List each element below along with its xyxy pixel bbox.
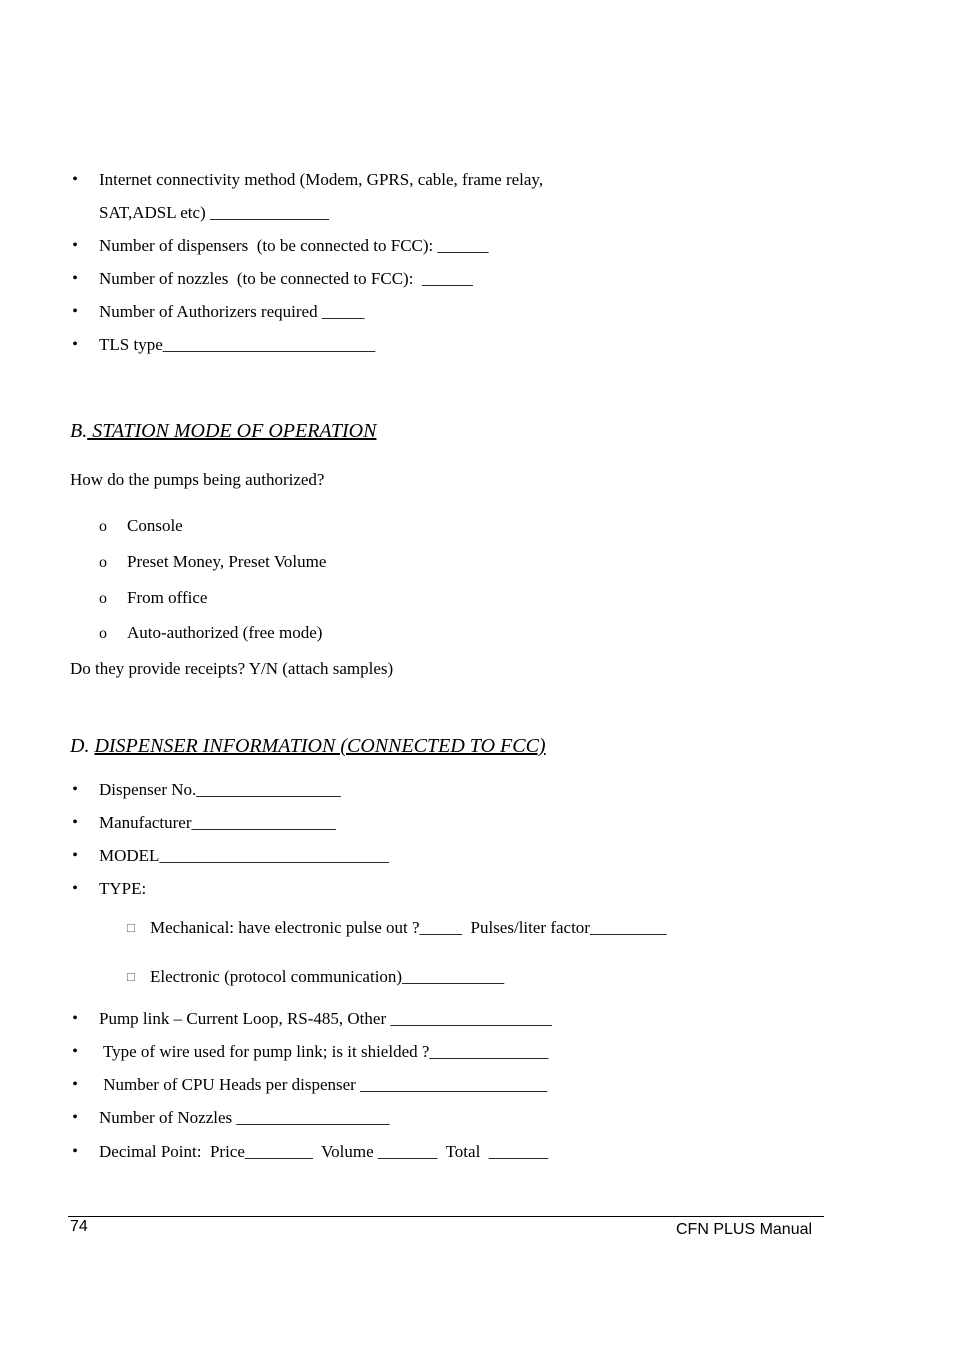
checkbox-icon: □ [127, 969, 135, 984]
option-from-office: From office [127, 588, 208, 607]
connectivity-method-item-cont: SAT,ADSL etc) ______________ [99, 203, 329, 222]
receipts-question: Do they provide receipts? Y/N (attach samples) [70, 659, 394, 678]
circle-bullet-icon: o [99, 518, 107, 535]
nozzles-count-item: Number of nozzles (to be connected to FCC): ______ [99, 269, 473, 288]
footer-divider [68, 1216, 824, 1217]
section-d-heading [70, 734, 546, 758]
bullet-icon: • [72, 1143, 78, 1160]
nozzles-item: Number of Nozzles __________________ [99, 1108, 390, 1127]
authorization-question: How do the pumps being authorized? [70, 470, 325, 489]
type-electronic-option: Electronic (protocol communication)____________ [150, 967, 505, 986]
type-mechanical-option: Mechanical: have electronic pulse out ?_____ Pulses/liter factor_________ [150, 918, 667, 937]
option-auto-authorized: Auto-authorized (free mode) [127, 623, 323, 642]
section-d-prefix: D. [70, 735, 90, 757]
model-item: MODEL___________________________ [99, 846, 389, 865]
cpu-heads-item: Number of CPU Heads per dispenser ______________________ [99, 1075, 548, 1094]
bullet-icon: • [72, 1109, 78, 1126]
dispensers-count-item: Number of dispensers (to be connected to FCC): ______ [99, 236, 489, 255]
bullet-icon: • [72, 303, 78, 320]
bullet-icon: • [72, 270, 78, 287]
checkbox-icon: □ [127, 920, 135, 935]
bullet-icon: • [72, 336, 78, 353]
bullet-icon: • [72, 880, 78, 897]
section-b-prefix: B. [70, 420, 88, 442]
circle-bullet-icon: o [99, 554, 107, 571]
bullet-icon: • [72, 1076, 78, 1093]
bullet-icon: • [72, 814, 78, 831]
bullet-icon: • [72, 1043, 78, 1060]
page-number: 74 [70, 1218, 88, 1235]
pump-link-item: Pump link – Current Loop, RS-485, Other ___________________ [99, 1009, 552, 1028]
circle-bullet-icon: o [99, 625, 107, 642]
option-preset: Preset Money, Preset Volume [127, 552, 327, 571]
manufacturer-item: Manufacturer_________________ [99, 813, 337, 832]
option-console: Console [127, 516, 183, 535]
bullet-icon: • [72, 781, 78, 798]
section-d-title: DISPENSER INFORMATION (CONNECTED TO FCC) [94, 735, 546, 757]
section-b-title: STATION MODE OF OPERATION [87, 420, 377, 442]
section-b-heading [70, 419, 376, 443]
bullet-icon: • [72, 1010, 78, 1027]
bullet-icon: • [72, 237, 78, 254]
dispenser-no-item: Dispenser No._________________ [99, 780, 341, 799]
connectivity-method-item: Internet connectivity method (Modem, GPRS, cable, frame relay, [99, 170, 544, 189]
type-item: TYPE: [99, 879, 147, 898]
authorizers-item: Number of Authorizers required _____ [99, 302, 365, 321]
tls-type-item: TLS type_________________________ [99, 335, 376, 354]
circle-bullet-icon: o [99, 590, 107, 607]
wire-type-item: Type of wire used for pump link; is it shielded ?______________ [99, 1042, 549, 1061]
bullet-icon: • [72, 847, 78, 864]
manual-title: CFN PLUS Manual [676, 1221, 813, 1238]
bullet-icon: • [72, 171, 78, 188]
decimal-point-item: Decimal Point: Price________ Volume _______ Total _______ [99, 1142, 549, 1161]
